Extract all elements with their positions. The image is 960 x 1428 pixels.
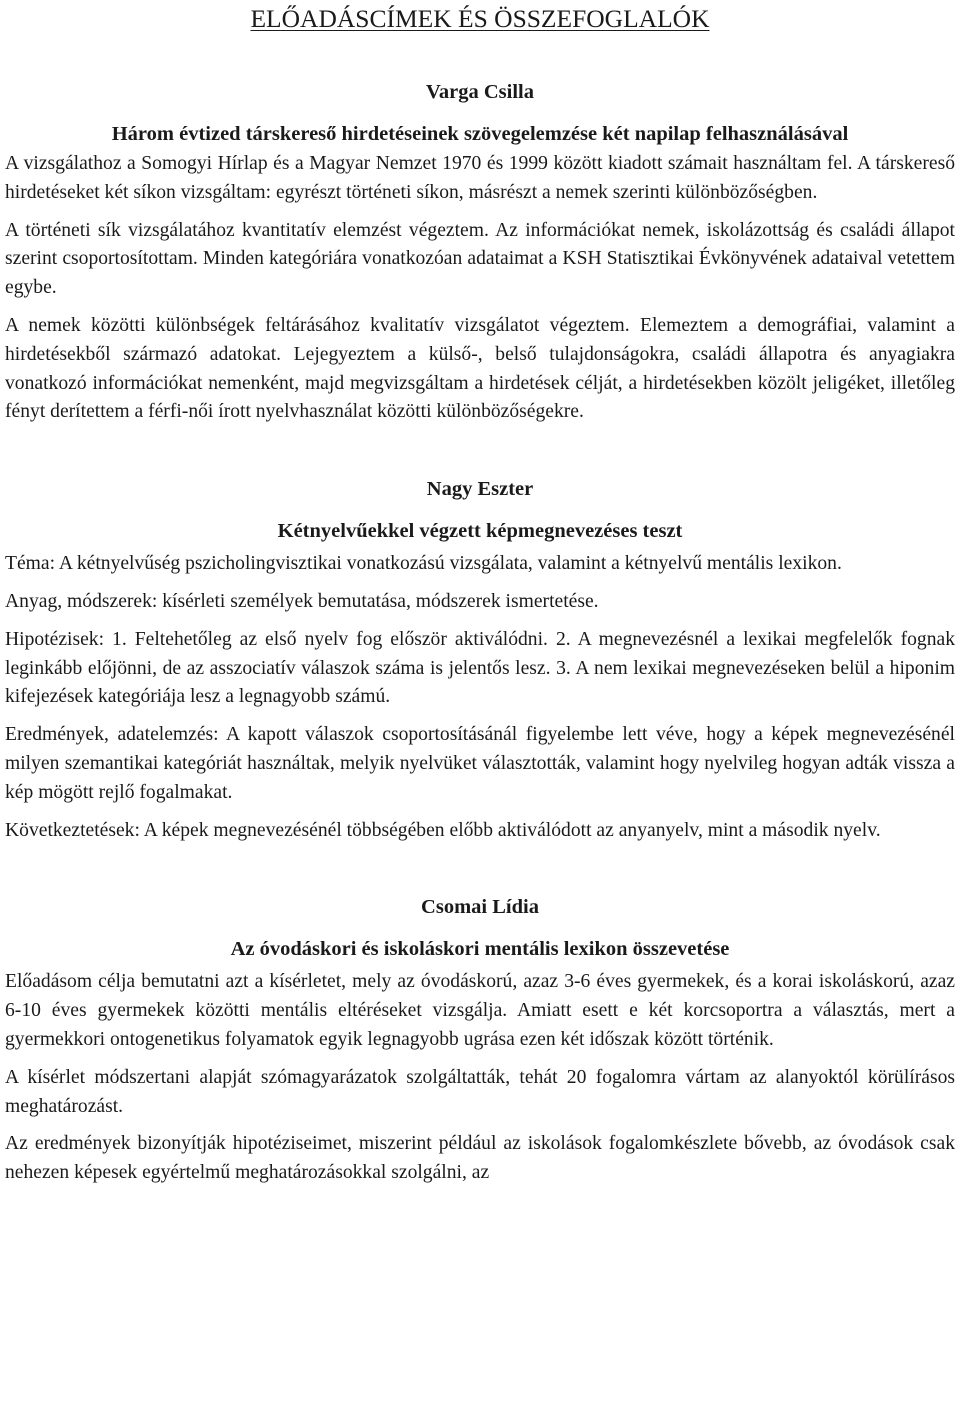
paragraph: Eredmények, adatelemzés: A kapott válaszok csoportosításánál figyelembe lett véve, hogy a képek megnevezésénél milyen szemantikai kategóriát használtak, melyik nyelvüket választották, valamint hogy nyelvileg hogyan adták vissza a kép mögött rejlő fogalmakat. bbox=[5, 724, 955, 803]
paragraph: Hipotézisek: 1. Feltehetőleg az első nyelv fog először aktiválódni. 2. A megnevezésnél a lexikai megfelelők fognak leginkább előjönni, de az asszociatív válaszok száma is jelentős lesz. 3. A nem lexikai megnevezéseken belül a hiponim kifejezések kategóriája lesz a legnagyobb számú. bbox=[5, 628, 955, 708]
paragraph: A nemek közötti különbségek feltárásához kvalitatív vizsgálatot végeztem. Elemeztem a demográfiai, valamint a hirdetésekből származó adatokat. Lejegyeztem a külső-, belső tulajdonságokra, családi állapotra és anyagiakra vonatkozó információkat nemenként, majd megvizsgáltam a hirdetések célját, a hirdetésekben közölt jeligéket, illetőleg fényt derítettem a férfi-női írott nyelvhasználat közötti különbözőségekre. bbox=[5, 314, 955, 423]
abstract-csomai bbox=[5, 892, 955, 1188]
paragraph: Előadásom célja bemutatni azt a kísérletet, mely az óvodáskorú, azaz 3-6 éves gyermekek, és a korai iskoláskorú, azaz 6-10 éves gyermekek közötti mentális eltéréseket vizsgálja. Amiatt esett e két korcsoportra a választás, mert a gyermekkori ontogenetikus folyamatok egyik legnagyobb ugrása ezen két időszak között történik. bbox=[5, 971, 955, 1050]
talk-title: Három évtized társkereső hirdetéseinek szövegelemzése két napilap felhasználásával bbox=[111, 123, 849, 145]
paragraph: A vizsgálathoz a Somogyi Hírlap és a Magyar Nemzet 1970 és 1999 között kiadott számait használtam fel. A társkereső hirdetéseket két síkon vizsgáltam: egyrészt történeti síkon, másrészt a nemek szerinti különbözőségben. bbox=[5, 153, 955, 203]
paragraph: Következtetések: A képek megnevezésénél többségében előbb aktiválódott az anyanyelv, mint a második nyelv. bbox=[5, 819, 881, 841]
paragraph: Téma: A kétnyelvűség pszicholingvisztikai vonatkozású vizsgálata, valamint a kétnyelvű mentális lexikon. bbox=[5, 553, 842, 575]
abstract-nagy bbox=[5, 474, 955, 845]
author-name: Csomai Lídia bbox=[421, 896, 539, 919]
paragraph: Anyag, módszerek: kísérleti személyek bemutatása, módszerek ismertetése. bbox=[5, 590, 599, 612]
talk-title: Az óvodáskori és iskoláskori mentális lexikon összevetése bbox=[230, 938, 730, 961]
talk-title: Kétnyelvűekkel végzett képmegnevezéses teszt bbox=[277, 520, 683, 543]
paragraph: A történeti sík vizsgálatához kvantitatív elemzést végeztem. Az információkat nemek, iskolázottság és családi állapot szerint csoportosítottam. Minden kategóriára vonatkozóan adataimat a KSH Statisztikai Évkönyvének adataival vetettem egybe. bbox=[5, 219, 955, 299]
document-page bbox=[5, 0, 955, 1188]
paragraph: Az eredmények bizonyítják hipotéziseimet, miszerint például az iskolások fogalomkészlete bővebb, az óvodások csak nehezen képesek egyértelmű meghatározásokkal szolgálni, az bbox=[5, 1133, 955, 1184]
document-title: ELŐADÁSCÍMEK ÉS ÖSSZEFOGLALÓK bbox=[250, 4, 710, 33]
abstract-varga bbox=[5, 77, 955, 427]
author-name: Varga Csilla bbox=[425, 81, 534, 103]
author-name: Nagy Eszter bbox=[426, 478, 534, 501]
paragraph: A kísérlet módszertani alapját szómagyarázatok szolgáltatták, tehát 20 fogalomra vártam az alanyoktól körülírásos meghatározást. bbox=[5, 1066, 955, 1117]
